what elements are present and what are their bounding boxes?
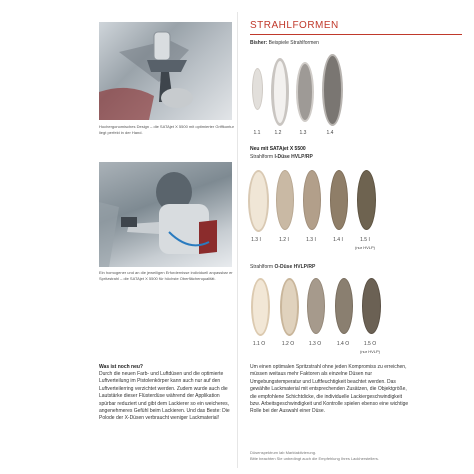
row3-label-2: 1.2 O [281, 341, 295, 347]
left-body-paragraph: Durch die neuen Farb- und Luftdüsen und die optimierte Luftverteilung im Pistolenkörper kann auch nur auf den Luftverteilerring verzichtet werden. Zudem wurde auch die Lautstärke dieser Flüsterdüse während der Applikation spürbar reduziert und gibt dem Lackierer so ein weicheres, angenehmeres Gefühl beim Lackieren. Und das Beste: Die Polode der X-Düsen verbraucht weniger Lackmaterial! [99, 371, 230, 422]
row1-label-2: 1.2 [274, 130, 282, 136]
row2-label-4: 1.4 I [333, 237, 343, 243]
odues-bold: O-Düse HVLP/RP [274, 264, 316, 270]
painter-illustration [99, 162, 232, 267]
row2-note: (nur HVLP) [354, 245, 375, 250]
neu-heading: Neu mit SATAjet X 5500 [250, 146, 306, 152]
title-rule [250, 34, 462, 35]
spray-gun-handheld-photo [99, 22, 232, 120]
sprayshape-1-1 [252, 68, 263, 110]
row2-label-2: 1.2 I [279, 237, 289, 243]
sprayshape-3-4 [335, 278, 353, 334]
row1-label-4: 1.4 [326, 130, 334, 136]
sprayshape-3-2 [280, 278, 299, 336]
row3-label-1: 1.1 O [252, 341, 266, 347]
bisher-bold: Bisher: [250, 40, 268, 46]
painter-spraying-photo [99, 162, 232, 267]
spray-gun-illustration [99, 22, 232, 120]
row3-note: (nur HVLP) [359, 349, 380, 354]
sprayshape-2-2 [276, 170, 294, 230]
sprayshape-2-5 [357, 170, 376, 230]
odues-label [250, 264, 315, 270]
sprayshape-2-3 [303, 170, 321, 230]
sprayshape-1-4 [322, 54, 343, 126]
right-body-paragraph: Um einen optimalen Spritzstrahl ohne jeden Kompromiss zu erreichen, müssen weitaus mehr Faktoren als einzelne Düsen nur Umgebungstemperatur und Luftfeuchtigkeit beachtet werden. Das gewählte Lackmaterial mit entsprechenden Zusätzen, die Objektgröße, die empfohlene Schichtdicke, die individuelle Lackiergeschwindigkeit bzw. Arbeitsgeschwindigkeit und Kontrolle spielen ebenso eine wichtige Rolle bei der Auswahl einer Düse. [250, 364, 409, 415]
sprayshape-1-3 [296, 62, 314, 122]
bisher-text: Beispiele Strahlformen [267, 40, 319, 46]
section-heading-what-new: Was ist noch neu? [99, 364, 143, 370]
row3-label-3: 1.3 O [308, 341, 322, 347]
sprayshape-3-5 [362, 278, 381, 334]
sprayshape-3-1 [251, 278, 270, 336]
sprayshape-1-2 [271, 58, 289, 126]
row2-label-3: 1.3 I [306, 237, 316, 243]
photo1-caption: Hochergonomisches Design – die SATAjet X 5500 mit optimierter Griffkontur liegt perfekt in der Hand. [99, 124, 234, 135]
row2-label-5: 1.5 I [360, 237, 370, 243]
row1-label-1: 1.1 [253, 130, 261, 136]
footnote-1: Düsenspektrum lab Marktaktivierung. [250, 450, 317, 455]
footnote-2: Bitte beachten Sie unbedingt auch die Empfehlung Ihres Lackherstellers. [250, 456, 379, 461]
idues-prefix: Strahlform [250, 154, 275, 160]
photo2-caption: Ein homogener und an die jeweiligen Erfordernisse individuell anpassbar er Spritzstrahl – die SATAjet X 5500 für höchste Oberflächenqualität. [99, 270, 233, 281]
row3-label-5: 1.5 O [363, 341, 377, 347]
sprayshape-2-1 [248, 170, 269, 232]
row2-label-1: 1.3 I [251, 237, 261, 243]
idues-label [250, 154, 313, 160]
odues-prefix: Strahlform [250, 264, 275, 270]
column-divider [237, 12, 238, 468]
page-title: STRAHLFORMEN [250, 20, 339, 31]
idues-bold: I-Düse HVLP/RP [274, 154, 313, 160]
sprayshape-3-3 [307, 278, 325, 334]
bisher-label [250, 40, 319, 46]
row3-label-4: 1.4 O [336, 341, 350, 347]
row1-label-3: 1.3 [299, 130, 307, 136]
sprayshape-2-4 [330, 170, 348, 230]
